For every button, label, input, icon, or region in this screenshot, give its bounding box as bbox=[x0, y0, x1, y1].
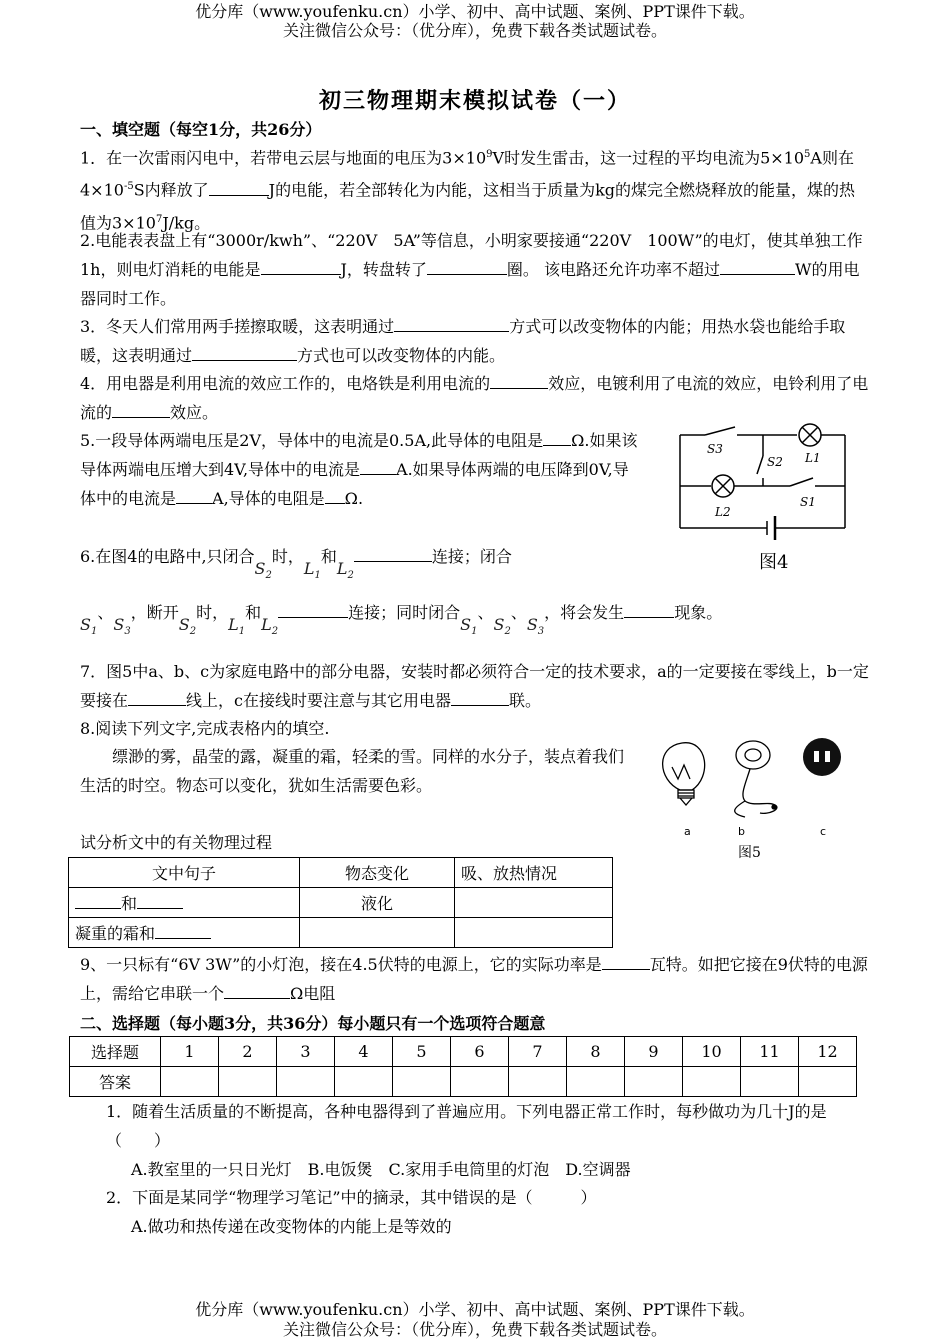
question-number: 11 bbox=[741, 1037, 799, 1067]
label-l1: L1 bbox=[805, 451, 821, 465]
question-number: 10 bbox=[683, 1037, 741, 1067]
answer-blank[interactable] bbox=[75, 892, 121, 909]
label-b: b bbox=[738, 825, 745, 838]
table-header: 文中句子 bbox=[69, 858, 300, 888]
question-number: 6 bbox=[451, 1037, 509, 1067]
choice-question-2: 2．下面是某同学“物理学习笔记”中的摘录，其中错误的是（ ） bbox=[106, 1188, 597, 1207]
table-cell: 液化 bbox=[300, 888, 455, 918]
answer-blank[interactable] bbox=[490, 372, 548, 389]
figure-4-caption: 图4 bbox=[759, 552, 789, 573]
question-number: 12 bbox=[799, 1037, 857, 1067]
answer-blank[interactable] bbox=[128, 689, 186, 706]
answer-cell[interactable] bbox=[451, 1067, 509, 1097]
question-number: 7 bbox=[509, 1037, 567, 1067]
answer-grid bbox=[69, 1036, 857, 1097]
answer-cell[interactable] bbox=[335, 1067, 393, 1097]
choice-question-1-options: A.教室里的一只日光灯 B.电饭煲 C.家用手电筒里的灯泡 D.空调器 bbox=[131, 1160, 631, 1179]
label-s3: S3 bbox=[707, 442, 723, 456]
circuit-diagram-figure-4 bbox=[655, 420, 855, 580]
phase-change-table bbox=[68, 857, 613, 948]
header-line-2: 关注微信公众号：（优分库），免费下载各类试题试卷。 bbox=[282, 21, 667, 40]
answer-blank[interactable] bbox=[261, 258, 341, 275]
question-number: 5 bbox=[393, 1037, 451, 1067]
choice-question-2-option-a: A.做功和热传递在改变物体的内能上是等效的 bbox=[131, 1217, 452, 1236]
answer-blank[interactable] bbox=[543, 429, 571, 446]
question-7: 7．图5中a、b、c为家庭电路中的部分电器，安装时都必须符合一定的技术要求，a的一定要接在零线上，b一定要接在 线上，c在接线时要注意与其它用电器 联。 bbox=[80, 662, 869, 710]
answer-blank[interactable] bbox=[354, 545, 432, 562]
answer-blank[interactable] bbox=[360, 458, 396, 475]
label-a: a bbox=[684, 825, 691, 838]
figure-5-caption: 图5 bbox=[738, 845, 761, 861]
answer-blank[interactable] bbox=[176, 487, 212, 504]
question-number: 4 bbox=[335, 1037, 393, 1067]
answer-blank[interactable] bbox=[112, 401, 170, 418]
label-s2: S2 bbox=[767, 455, 783, 469]
question-9: 9、一只标有“6V 3W”的小灯泡，接在4.5伏特的电源上，它的实际功率是 瓦特。如把它接在9伏特的电源上，需给它串联一个 Ω电阻 bbox=[80, 955, 868, 1003]
answer-blank[interactable] bbox=[325, 487, 345, 504]
answer-blank[interactable] bbox=[209, 179, 269, 196]
table-cell: 和 bbox=[69, 888, 300, 918]
choice-question-1: 1．随着生活质量的不断提高，各种电器得到了普遍应用。下列电器正常工作时，每秒做功为几十J的是（ ） bbox=[106, 1102, 827, 1150]
section-1-heading: 一、填空题（每空1分，共26分） bbox=[80, 120, 322, 139]
answer-blank[interactable] bbox=[624, 601, 674, 618]
question-2: 2.电能表表盘上有“3000r/kwh”、“220V 5A”等信息，小明家要接通“220V 100W”的电灯，使其单独工作1h，则电灯消耗的电能是 J，转盘转了 圈。 该电路还允许功率不超过 W的用电器同时工作。 bbox=[80, 231, 863, 308]
table-cell[interactable] bbox=[455, 888, 613, 918]
question-number: 8 bbox=[567, 1037, 625, 1067]
page-title: 初三物理期末模拟试卷（一） bbox=[318, 88, 631, 114]
question-5: 5.一段导体两端电压是2V，导体中的电流是0.5A,此导体的电阻是 Ω.如果该导体两端电压增大到4V,导体中的电流是 A.如果导体两端的电压降到0V,导体中的电流是 A,导体的电阻是 Ω. bbox=[80, 431, 638, 508]
table-cell[interactable] bbox=[455, 918, 613, 948]
question-number: 3 bbox=[277, 1037, 335, 1067]
row-label: 选择题 bbox=[70, 1037, 161, 1067]
section-2-heading: 二、选择题（每小题3分，共36分）每小题只有一个选项符合题意 bbox=[80, 1014, 546, 1033]
table-header: 物态变化 bbox=[300, 858, 455, 888]
answer-blank[interactable] bbox=[137, 892, 183, 909]
answer-cell[interactable] bbox=[277, 1067, 335, 1097]
answer-cell[interactable] bbox=[799, 1067, 857, 1097]
question-number: 9 bbox=[625, 1037, 683, 1067]
answer-blank[interactable] bbox=[394, 315, 509, 332]
question-4: 4．用电器是利用电流的效应工作的，电烙铁是利用电流的 效应，电镀利用了电流的效应，电铃利用了电流的 效应。 bbox=[80, 374, 869, 422]
row-label: 答案 bbox=[70, 1067, 161, 1097]
answer-cell[interactable] bbox=[393, 1067, 451, 1097]
header-line-1: 优分库（www.youfenku.cn）小学、初中、高中试题、案例、PPT课件下载。 bbox=[195, 2, 755, 21]
answer-blank[interactable] bbox=[155, 922, 211, 939]
label-l2: L2 bbox=[715, 505, 731, 519]
answer-cell[interactable] bbox=[683, 1067, 741, 1097]
table-cell[interactable] bbox=[300, 918, 455, 948]
table-header: 吸、放热情况 bbox=[455, 858, 613, 888]
label-s1: S1 bbox=[800, 495, 816, 509]
question-1: 1．在一次雷雨闪电中，若带电云层与地面的电压为$3\times 10^9V$时发生雷击，这一过程的平均电流为$5\times 10^5A$则在$4\times 10^{-5}S$内释放了 J的电能，若全部转化为内能，这相当于质量为kg的煤完全燃烧释放的能量，煤的热值为$3\times 10^7J/kg$。 bbox=[80, 148, 856, 232]
answer-cell[interactable] bbox=[625, 1067, 683, 1097]
answer-blank[interactable] bbox=[192, 344, 297, 361]
question-8-prompt: 试分析文中的有关物理过程 bbox=[80, 833, 273, 852]
label-c: c bbox=[820, 825, 827, 838]
question-number: 2 bbox=[219, 1037, 277, 1067]
answer-cell[interactable] bbox=[567, 1067, 625, 1097]
question-6-line-2: $S_1$、$S_3$，断开$S_2$时，$L_1$和$L_2$连接；同时闭合$S_1$、$S_2$、$S_3$，将会发生 现象。 bbox=[80, 603, 723, 638]
answer-cell[interactable] bbox=[509, 1067, 567, 1097]
question-number: 1 bbox=[161, 1037, 219, 1067]
answer-blank[interactable] bbox=[602, 953, 650, 970]
footer-line-1: 优分库（www.youfenku.cn）小学、初中、高中试题、案例、PPT课件下载。 bbox=[195, 1300, 755, 1319]
answer-blank[interactable] bbox=[720, 258, 795, 275]
question-8-intro: 8.阅读下列文字,完成表格内的填空. bbox=[80, 719, 330, 738]
answer-cell[interactable] bbox=[741, 1067, 799, 1097]
answer-blank[interactable] bbox=[224, 982, 290, 999]
answer-cell[interactable] bbox=[161, 1067, 219, 1097]
question-3: 3．冬天人们常用两手搓擦取暖，这表明通过 方式可以改变物体的内能；用热水袋也能给手取暖，这表明通过 方式也可以改变物体的内能。 bbox=[80, 317, 846, 365]
answer-blank[interactable] bbox=[278, 601, 348, 618]
question-8-passage: 缥渺的雾，晶莹的露，凝重的霜，轻柔的雪。同样的水分子，装点着我们生活的时空。物态可以变化，犹如生活需要色彩。 bbox=[80, 747, 625, 795]
answer-blank[interactable] bbox=[427, 258, 507, 275]
table-cell: 凝重的霜和 bbox=[69, 918, 300, 948]
appliances-figure-5 bbox=[650, 735, 860, 865]
answer-cell[interactable] bbox=[219, 1067, 277, 1097]
question-6-line-1: 6.在图4的电路中,只闭合$S_2$时，$L_1$和$L_2$连接；闭合 bbox=[80, 547, 512, 582]
footer-line-2: 关注微信公众号：（优分库），免费下载各类试题试卷。 bbox=[282, 1320, 667, 1339]
answer-blank[interactable] bbox=[451, 689, 509, 706]
